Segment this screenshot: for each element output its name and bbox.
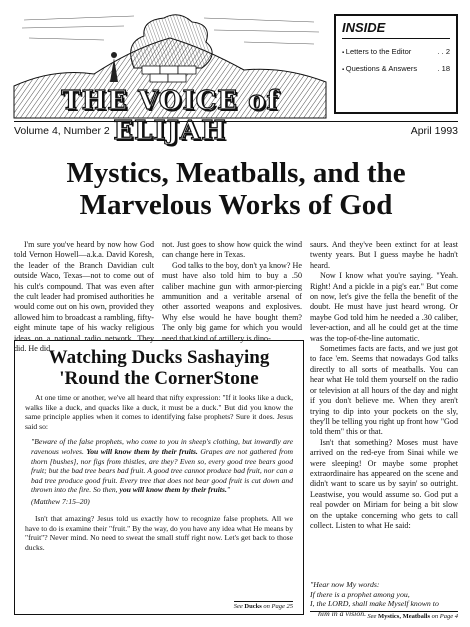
headline-line1: Mystics, Meatballs, and the [66,157,406,189]
quote-line: him in a vision. [318,608,367,618]
quote-line: If there is a prophet among you, [310,589,410,599]
see-title: Ducks [244,603,262,610]
inside-item-letters[interactable] [342,47,450,56]
issue-date: April 1993 [410,125,458,137]
ducks-title-line1: Watching Ducks Sashaying [48,347,270,368]
ducks-title-line2: 'Round the CornerStone [59,368,259,389]
headline [14,157,458,221]
continued-link-ducks[interactable] [234,601,293,610]
headline-line2: Marvelous Works of God [79,189,393,221]
issue-volume: Volume 4, Number 2 [14,125,110,137]
quote-emphasis: you will know them by their fruits. [119,485,227,495]
inside-heading: INSIDE [342,20,450,39]
article-column-1 [14,240,154,354]
quote-part: " [226,485,231,495]
quote-line: I, the LORD, shall make Myself known to [310,599,439,609]
inside-item-questions[interactable] [342,64,450,73]
inside-item-page: . 18 [437,64,450,73]
article-paragraph: Sometimes facts are facts, and we just got to face 'em. Seems that nowadays God talks directly to all sorts of meatballs. You can hear what He told them yourself on the radio or television at all hours of the day and night if you don't believe me. When they aren't trying to dip into your pockets on the sly, they'll be telling you right up front how "God told them" this or that. [310,344,458,437]
article-paragraph: saurs. And they've been extinct for at least twenty years. But I guess maybe he hadn't heard. [310,240,458,270]
see-suffix: on Page 25 [261,603,293,610]
ducks-title [25,347,293,389]
article-paragraph: God talks to the boy, don't ya know? He must have also told him to buy a .50 caliber machine gun with armor-piercing ammunition and a veritable arsenal of other assorted weapons and explosives. Why else would he have bought them? The only big game for which you would need that kind of artillery is dino- [162,260,302,343]
inside-item-label: ▪ Questions & Answers [342,64,417,73]
inside-item-page: . . 2 [437,47,450,56]
see-prefix: See [367,613,379,620]
masthead-title: THE VOICE of ELIJAH [61,86,279,146]
see-title: Mystics, Meatballs [378,613,431,620]
quote-line: "Hear now My words: [310,580,380,589]
quote-emphasis: You will know them by their fruits. [86,446,198,456]
quote-part: "Beware of the false prophets, who come to you in sheep's clothing, but inwardly are ravenous wolves. [31,437,293,456]
see-prefix: See [233,603,245,610]
quote-part: Grapes are not gathered from thorn [bushes], nor figs from thistles, are they? Even so, every good tree bears good fruit; but the bad tree bears bad fruit. A good tree cannot produce bad fruit, nor can a bad tree produce good fruit. Every tree that does not bear good fruit is cut down and thrown into the fire. So then, [31,446,294,495]
issue-line [14,121,458,137]
inside-contents-box [334,14,458,114]
ducks-paragraph: At one time or another, we've all heard that nifty expression: "If it looks like a duck, walks like a duck, and quacks like a duck, it must be a duck." But did you know the same principle applies when it comes to identifying false prophets? Sure it does. Jesus said so: [25,393,293,431]
see-suffix: on Page 4 [430,613,458,620]
continued-link-mystics[interactable] [310,608,458,620]
article-paragraph: not. Just goes to show how quick the wind can change here in Texas. [162,240,302,260]
inside-item-label: ▪ Letters to the Editor [342,47,411,56]
article-paragraph: I'm sure you've heard by now how God told Vernon Howell—a.k.a. David Koresh, the leader of the Branch Davidian cult outside Waco, Texas—not to come out of his cult's compound. That was even after the cult leader had promised authorities he would come out on his own, provided they allowed him to broadcast a rambling, fifty-eight minute tape of his wacky religious ideas on a national radio network. They did. He did [14,240,154,354]
article-paragraph: Isn't that something? Moses must have arrived on the red-eye from Sinai while we were sleeping! Or maybe some prophet extraordinaire has appeared on the scene and didn't want to scare us by sayin' so outright. Leastwise, you would assume so. God put a real powder on Miriam for being a bit slow on the uptake concerning who gets to call collect. Listen to what He said: [310,437,458,530]
article-column-3 [310,240,458,531]
ducks-paragraph: Isn't that amazing? Jesus told us exactly how to recognize false prophets. All we have to do is examine their "fruit." By the way, do you have any idea what He means by "fruit"? Never mind. No need to sweat the small stuff right now. Let's get back to those ducks. [25,513,293,552]
article-paragraph: Now I know what you're saying. "Yeah. Right! And a pickle in a pig's ear." But come on now, let's give the fella the benefit of the doubt. He must have just heard wrong. Or maybe God told him he needed a .30 caliber, lever-action, and all he could get at the time was the top-of-the-line automatic. [310,271,458,343]
ducks-sidebar-box [14,340,304,615]
article-column-2 [162,240,302,344]
ducks-quote [31,437,293,495]
ducks-citation: (Matthew 7:15–20) [31,496,90,506]
